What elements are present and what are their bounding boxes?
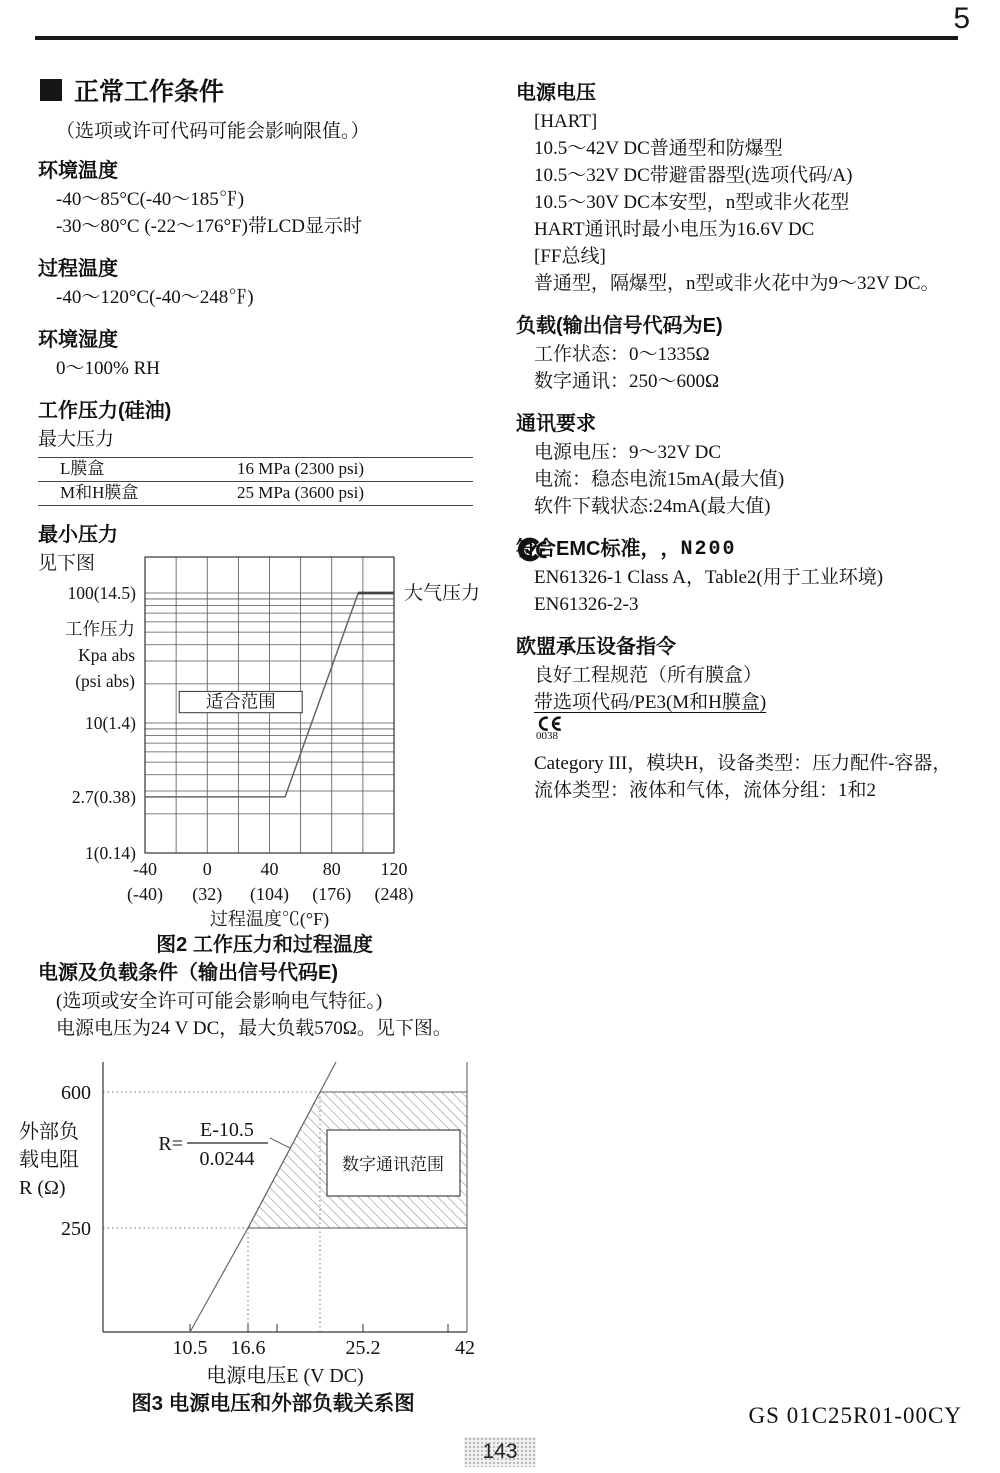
y-tick-label: 250: [61, 1218, 91, 1240]
pressure-value-cell: 25 MPa (3600 psi): [209, 482, 473, 506]
x-tick-label: 25.2: [345, 1337, 381, 1359]
x-tick-sublabel: (104): [250, 884, 289, 904]
x-tick-sublabel: (-40): [127, 884, 163, 904]
spec-line: 工作状态：0～1335Ω: [534, 344, 710, 365]
spec-line: 普通型，隔爆型，n型或非火花中为9～32V DC。: [534, 273, 940, 294]
spec-heading: 工作压力(硅油): [38, 400, 172, 422]
formula-leader-line: [270, 1138, 290, 1148]
comm-range-label: 数字通讯范围: [342, 1155, 444, 1174]
page-corner-number: 5: [953, 2, 970, 35]
spec-heading: 欧盟承压设备指令: [516, 636, 676, 658]
max-pressure-table: [38, 457, 473, 506]
capsule-type-cell: M和H膜盒: [38, 482, 209, 506]
spec-heading: 电源及负载条件（输出信号代码E): [38, 962, 338, 984]
x-tick-label: 16.6: [230, 1337, 266, 1359]
power-load-section: [38, 960, 498, 1042]
ce-mark-icon: [537, 716, 563, 731]
spec-line: 良好工程规范（所有膜盒）: [534, 665, 763, 686]
spec-heading: 最小压力: [38, 524, 118, 546]
limits-note: （选项或许可代码可能会影响限值。）: [56, 121, 370, 142]
spec-line: 带选项代码/PE3(M和H膜盒): [534, 692, 767, 713]
spec-line: 见下图: [38, 553, 96, 574]
y-axis-title: 外部负: [19, 1121, 79, 1143]
pressure-value-cell: 16 MPa (2300 psi): [209, 458, 473, 482]
capsule-type-cell: L膜盒: [38, 458, 209, 482]
spec-line: 0～100% RH: [56, 358, 160, 379]
x-tick-label: 120: [380, 859, 408, 879]
spec-line: EN61326-2-3: [534, 594, 639, 615]
x-tick-label: 80: [322, 859, 341, 879]
square-bullet-icon: [40, 79, 62, 101]
spec-line: 10.5～42V DC普通型和防爆型: [534, 138, 783, 159]
formula-lhs: R=: [158, 1133, 183, 1155]
atmospheric-pressure-label: 大气压力: [404, 583, 481, 604]
y-tick-label: 1(0.14): [84, 843, 136, 863]
page-number: 143: [464, 1437, 536, 1467]
x-tick-label: 0: [202, 859, 212, 879]
ce-notified-body-number: 0038: [536, 730, 558, 742]
x-tick-sublabel: (176): [312, 884, 352, 904]
x-tick-label: 42: [455, 1337, 475, 1359]
spec-line: 10.5～32V DC带避雷器型(选项代码/A): [534, 165, 853, 186]
formula-denominator: 0.0244: [199, 1148, 255, 1170]
spec-line: 电源电压：9～32V DC: [534, 442, 722, 463]
table-row: [38, 458, 473, 482]
figure3-chart: [15, 1052, 520, 1417]
spec-line: Category III，模块H，设备类型：压力配件-容器，: [534, 753, 952, 774]
y-tick-label: 600: [61, 1082, 91, 1104]
spec-line: 电流：稳态电流15mA(最大值): [534, 469, 785, 490]
spec-line: EN61326-1 Class A，Table2(用于工业环境): [534, 567, 884, 588]
y-tick-label: 2.7(0.38): [71, 786, 136, 807]
spec-line: -40～85°C(-40～185℉): [56, 189, 245, 210]
formula-numerator: E-10.5: [200, 1119, 254, 1141]
y-axis-title: R (Ω): [19, 1177, 66, 1199]
left-column: [38, 158, 478, 577]
x-tick-label: -40: [133, 859, 157, 879]
figure2-caption: 图2 工作压力和过程温度: [156, 934, 373, 956]
x-tick-label: 40: [260, 859, 279, 879]
spec-line: 电源电压为24 V DC，最大负载570Ω。见下图。: [56, 1018, 452, 1039]
spec-line: (选项或安全许可可能会影响电气特征。): [56, 991, 383, 1012]
document-code: GS 01C25R01-00CY: [748, 1403, 962, 1428]
spec-heading: 环境温度: [38, 160, 118, 182]
spec-heading: 环境湿度: [38, 329, 118, 351]
y-axis-title: Kpa abs: [78, 645, 135, 665]
y-tick-label: 100(14.5): [67, 583, 136, 603]
x-tick-sublabel: (32): [192, 884, 223, 904]
x-tick-label: 10.5: [172, 1337, 208, 1359]
x-axis-title: 过程温度℃(°F): [209, 909, 330, 929]
c-tick-icon: [520, 539, 541, 560]
x-axis-title: 电源电压E (V DC): [206, 1365, 364, 1387]
spec-line: HART通讯时最小电压为16.6V DC: [534, 219, 815, 240]
x-tick-sublabel: (248): [374, 884, 414, 904]
spec-line: 软件下载状态:24mA(最大值): [534, 496, 771, 517]
page-title: [40, 72, 224, 108]
spec-line: 数字通讯：250～600Ω: [534, 371, 720, 392]
spec-line: [516, 716, 968, 750]
right-column: [516, 80, 968, 804]
figure3-caption: 图3 电源电压和外部负载关系图: [131, 1392, 415, 1415]
table-row: [38, 482, 473, 506]
suitable-range-label: 适合范围: [205, 691, 276, 712]
spec-heading: 通讯要求: [516, 413, 596, 435]
y-tick-label: 10(1.4): [84, 713, 136, 733]
spec-line: 流体类型：液体和气体，流体分组：1和2: [534, 780, 877, 801]
spec-line: [HART]: [534, 111, 598, 132]
figure2-chart: [30, 545, 535, 957]
spec-line: [FF总线]: [534, 246, 606, 267]
spec-line: 最大压力: [38, 429, 115, 450]
spec-heading: 电源电压: [516, 82, 596, 104]
y-axis-title: 载电阻: [19, 1149, 79, 1171]
top-rule: [35, 36, 958, 40]
y-axis-title: 工作压力: [65, 619, 135, 639]
spec-heading: 符合EMC标准， ， N200: [516, 538, 737, 561]
y-axis-title: (psi abs): [75, 671, 135, 691]
page-title-text: 正常工作条件: [74, 78, 225, 106]
spec-line: -40～120°C(-40～248℉): [56, 287, 254, 308]
spec-line: -30～80°C (-22～176°F)带LCD显示时: [56, 216, 362, 237]
spec-heading: 过程温度: [38, 258, 118, 280]
spec-line: 10.5～30V DC本安型，n型或非火花型: [534, 192, 850, 213]
spec-heading: 负载(输出信号代码为E): [516, 315, 723, 337]
